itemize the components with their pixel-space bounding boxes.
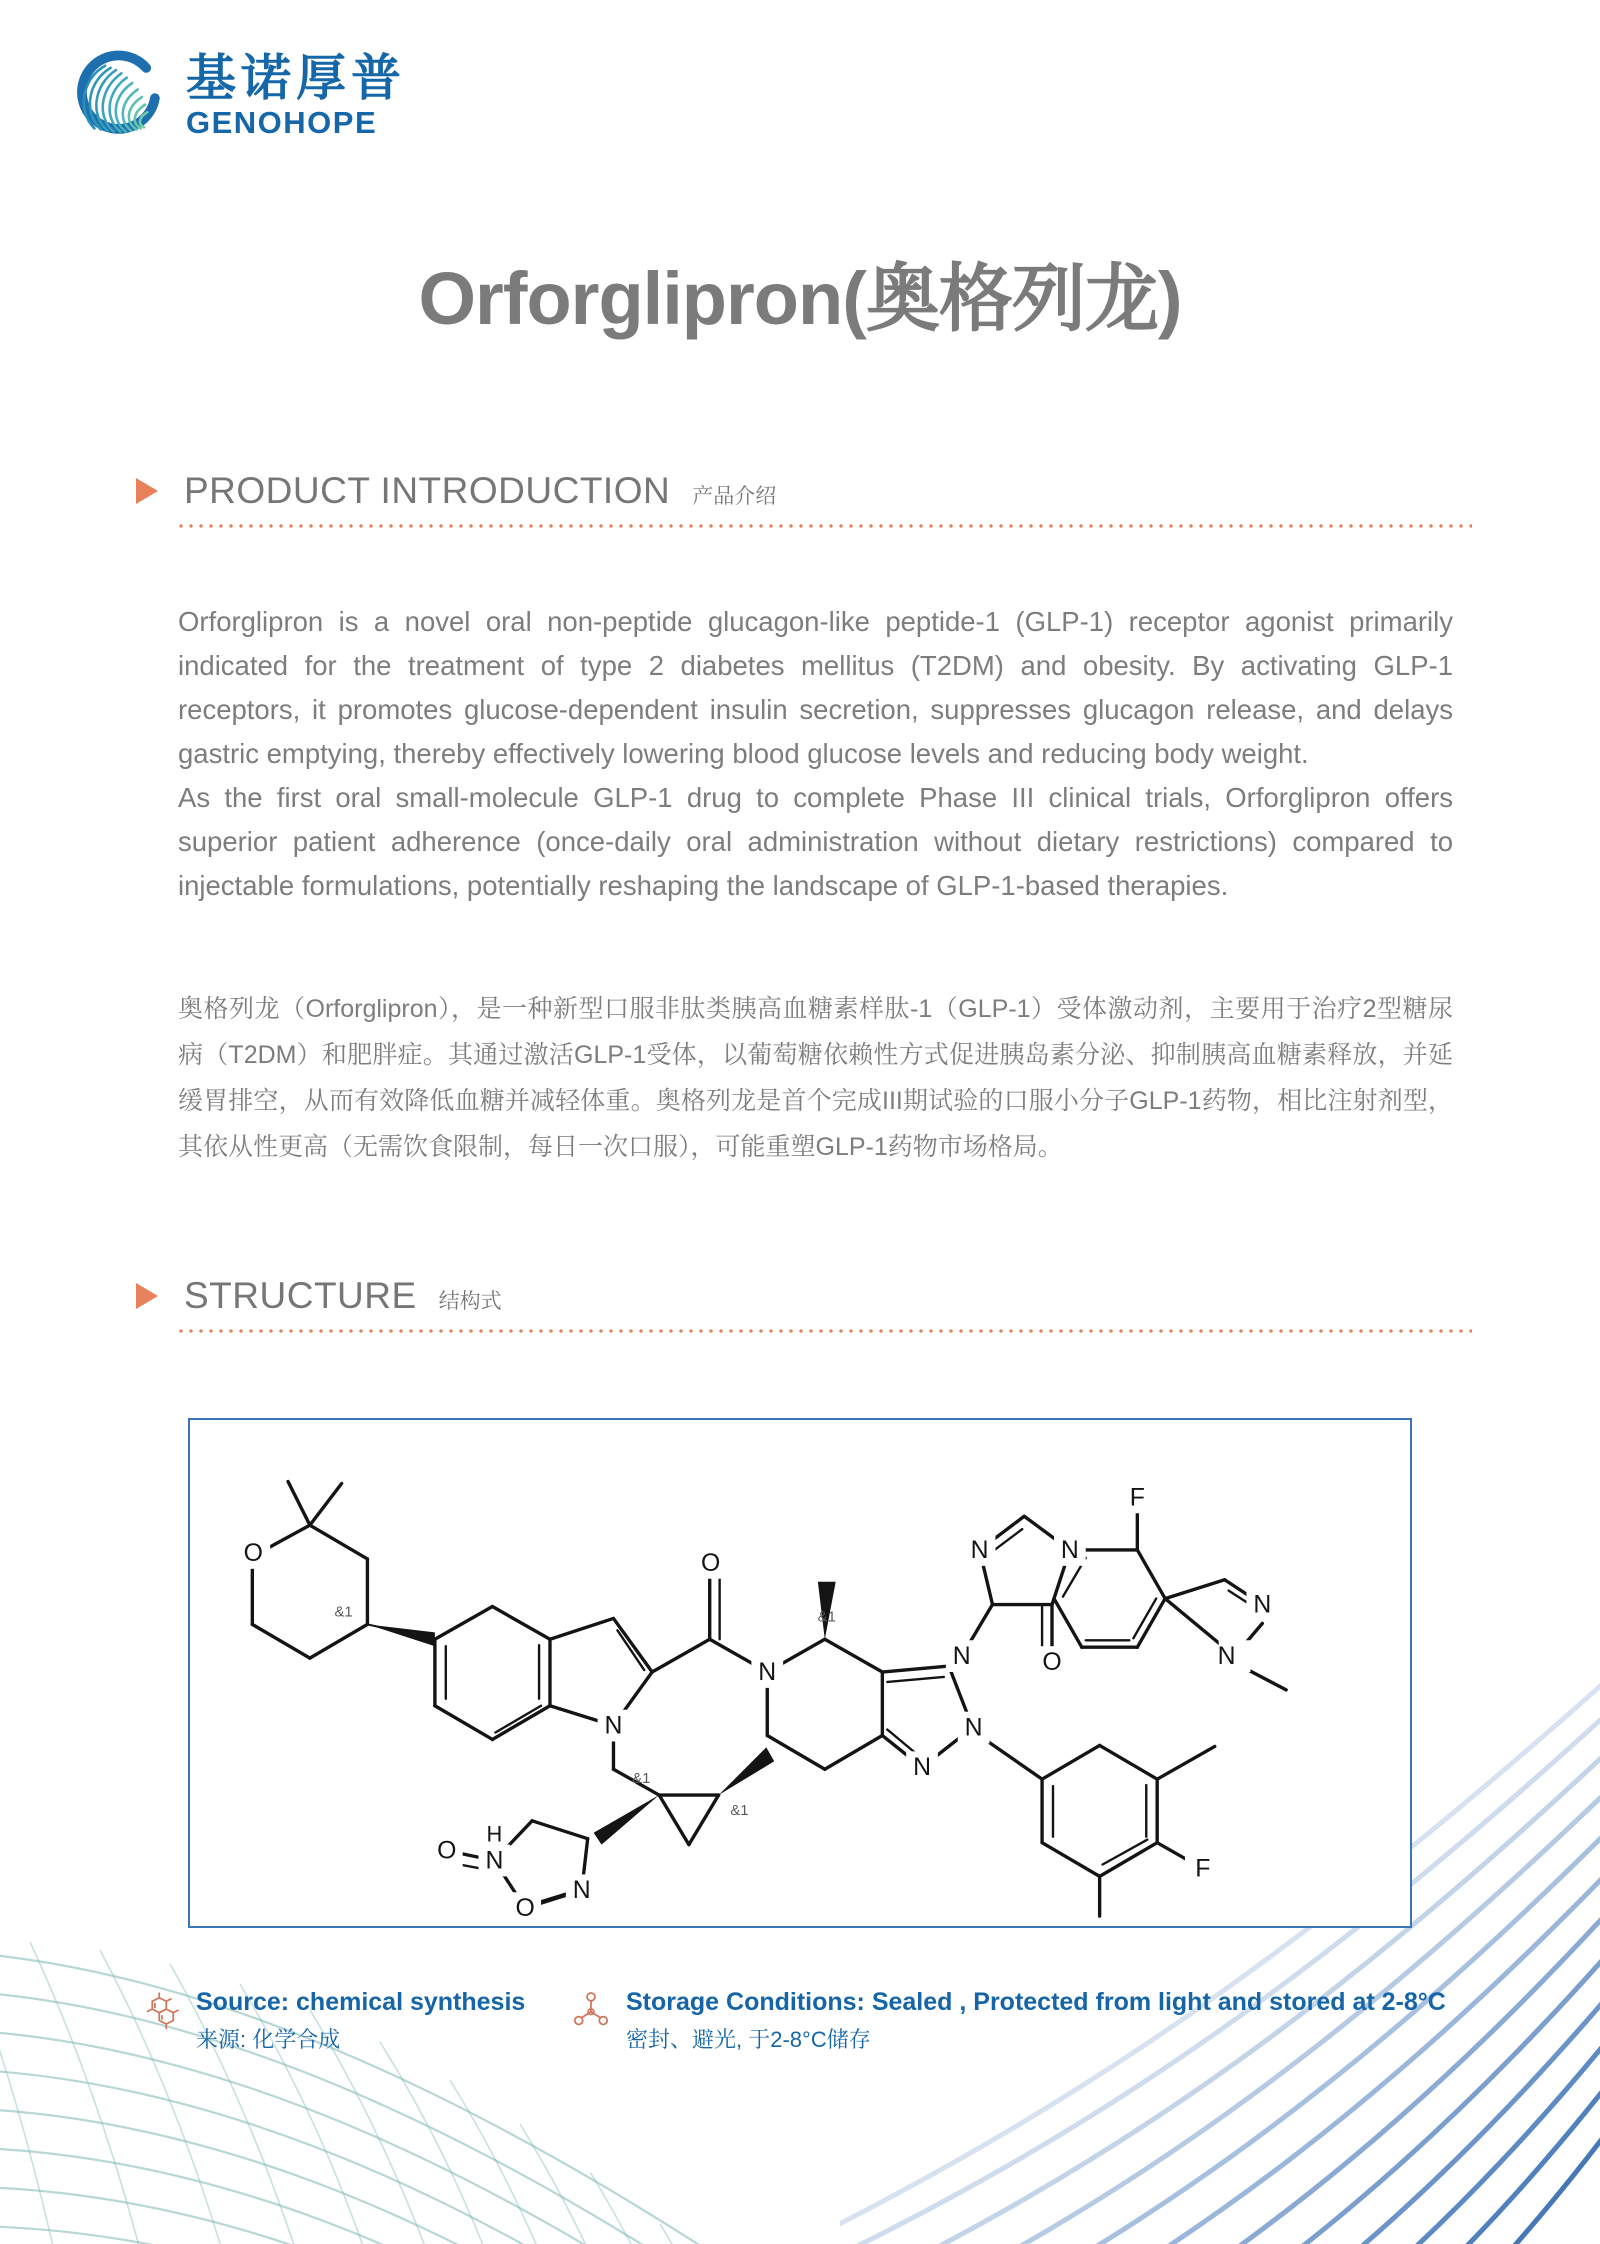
section-title-en: STRUCTURE [184, 1275, 417, 1316]
structure-diagram-box [188, 1418, 1412, 1928]
atom-label-N: N [1060, 1536, 1079, 1564]
atom-label-N: N [964, 1714, 983, 1742]
section-header-introduction [128, 470, 1472, 528]
introduction-body-cn: 奥格列龙（Orforglipron），是一种新型口服非肽类胰高血糖素样肽-1（GLP-1）受体激动剂，主要用于治疗2型糖尿病（T2DM）和肥胖症。其通过激活GLP-1受体，以葡萄糖依赖性方式促进胰岛素分泌、抑制胰高血糖素释放，并延缓胃排空，从而有效降低血糖并减轻体重。奥格列龙是首个完成III期试验的口服小分子GLP-1药物，相比注射剂型，其依从性更高（无需饮食限制，每日一次口服），可能重塑GLP-1药物市场格局。 [178, 995, 1453, 1161]
atom-label-N: N [1253, 1591, 1272, 1619]
storage-label-en: Storage Conditions: Sealed , Protected from light and stored at 2-8°C [626, 1988, 1446, 2016]
section-divider [176, 524, 1472, 528]
logo-chinese-name: 基诺厚普 [186, 49, 406, 106]
source-label-en: Source: chemical synthesis [196, 1988, 526, 2016]
stereo-label: &1 [730, 1802, 749, 1819]
atom-label-F: F [1195, 1855, 1211, 1883]
atom-label-N: N [604, 1712, 623, 1740]
section-header-structure [128, 1275, 1472, 1333]
atom-label-N: N [970, 1536, 989, 1564]
section-divider [176, 1329, 1472, 1333]
atom-label-F: F [1129, 1484, 1145, 1512]
atom-label-O: O [437, 1837, 457, 1865]
atom-label-N-H: N [485, 1847, 504, 1875]
molecule-rings-icon [140, 1989, 182, 2031]
atom-label-N: N [913, 1754, 931, 1782]
stereo-label: &1 [632, 1771, 651, 1788]
product-info-row [140, 1985, 1470, 2057]
chemical-structure-diagram [190, 1420, 1410, 1926]
atom-label-N: N [572, 1877, 591, 1905]
triangle-right-icon [136, 478, 158, 504]
introduction-body-en: Orforglipron is a novel oral non-peptide glucagon-like peptide-1 (GLP-1) receptor agonist primarily indicated for the treatment of type 2 diabetes mellitus (T2DM) and obesity. By activating GLP-1 receptors, it promotes glucose-dependent insulin secretion, suppresses glucagon release, and delays gastric emptying, thereby effectively lowering blood glucose levels and reducing body weight. As the first oral small-molecule GLP-1 drug to complete Phase III clinical trials, Orforglipron offers superior patient adherence (once-daily oral administration without dietary restrictions) compared to injectable formulations, potentially reshaping the landscape of GLP-1-based therapies. [178, 606, 1453, 901]
atom-label-O: O [1042, 1649, 1062, 1677]
section-title-en: PRODUCT INTRODUCTION [184, 470, 671, 511]
molecule-node-icon [570, 1989, 612, 2031]
logo-english-name: GENOHOPE [186, 105, 378, 141]
page-title: Orforglipron(奥格列龙) [418, 257, 1182, 340]
atom-label-O: O [243, 1539, 263, 1567]
atom-label-N: N [952, 1643, 971, 1671]
atom-label-O: O [701, 1549, 721, 1577]
atom-label-O: O [515, 1895, 535, 1923]
storage-label-cn: 密封、避光, 于2-8°C储存 [626, 2027, 871, 2052]
atom-label-H: H [486, 1821, 503, 1847]
swirl-circle-logo-icon [62, 42, 170, 150]
section-title-cn: 产品介绍 [692, 485, 777, 508]
triangle-right-icon [136, 1283, 158, 1309]
stereo-label: &1 [817, 1609, 836, 1626]
atom-label-N: N [758, 1658, 777, 1686]
info-storage [570, 1985, 1470, 2057]
atom-label-N: N [1217, 1643, 1236, 1671]
brand-logo [62, 42, 406, 150]
info-source [140, 1985, 570, 2057]
stereo-label: &1 [334, 1604, 353, 1621]
source-label-cn: 来源: 化学合成 [196, 2027, 341, 2052]
section-title-cn: 结构式 [438, 1290, 502, 1313]
